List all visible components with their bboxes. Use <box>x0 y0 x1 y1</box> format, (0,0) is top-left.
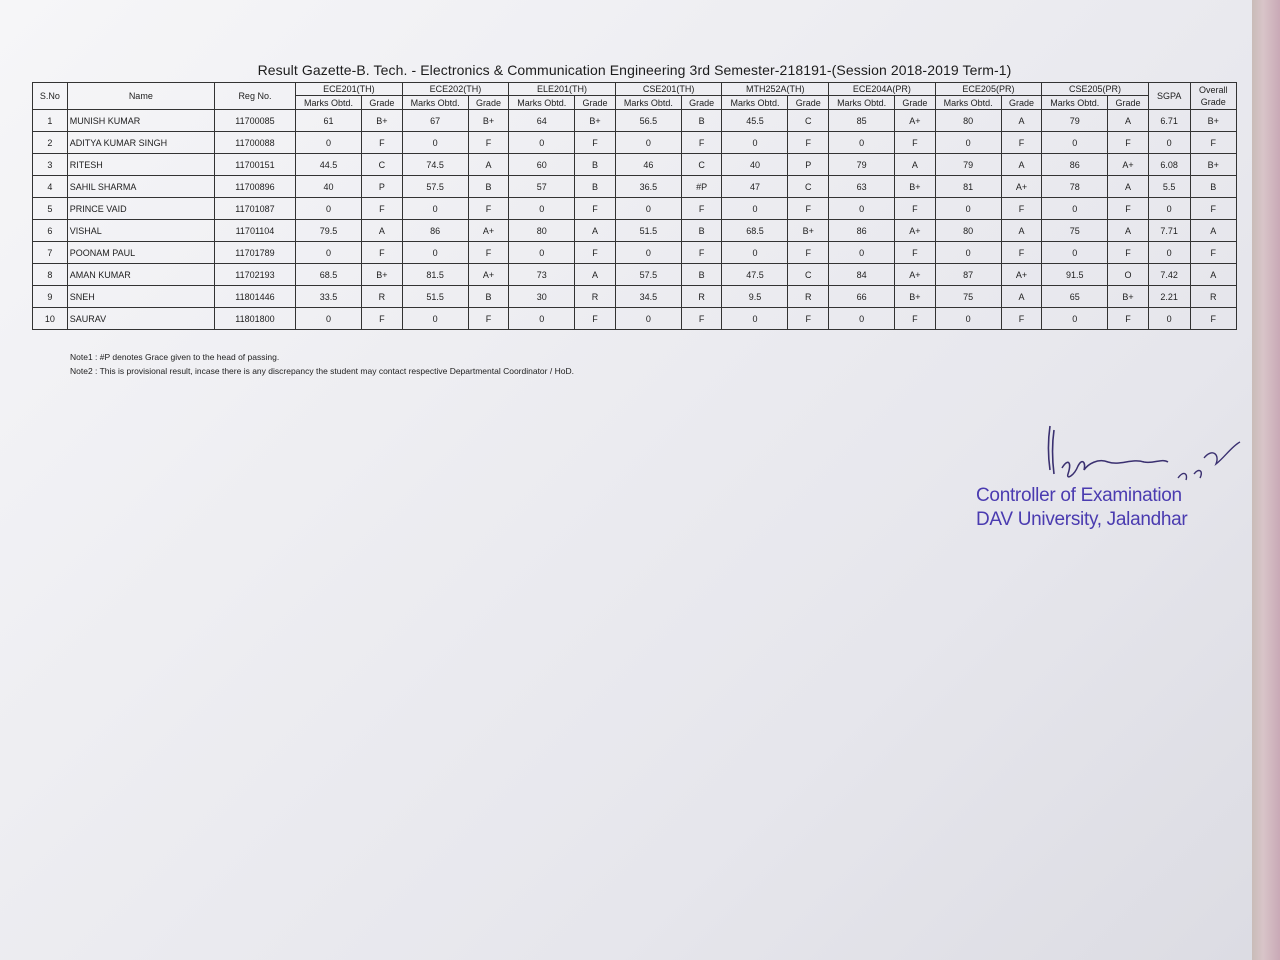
cell-grade: F <box>895 198 936 220</box>
header-subject: ECE205(PR) <box>935 83 1042 96</box>
cell-grade: B+ <box>362 264 403 286</box>
cell-marks: 79.5 <box>296 220 362 242</box>
cell-name: PRINCE VAID <box>67 198 214 220</box>
cell-sno: 4 <box>33 176 68 198</box>
header-overall-grade <box>1190 83 1236 110</box>
cell-grade: F <box>681 198 722 220</box>
cell-marks: 60 <box>509 154 575 176</box>
table-row <box>33 264 1237 286</box>
cell-grade: B+ <box>468 110 509 132</box>
cell-grade: C <box>788 176 829 198</box>
cell-grade: F <box>1001 308 1042 330</box>
cell-marks: 0 <box>509 132 575 154</box>
cell-marks: 44.5 <box>296 154 362 176</box>
cell-marks: 0 <box>1042 132 1108 154</box>
cell-grade: O <box>1108 264 1149 286</box>
cell-marks: 0 <box>935 132 1001 154</box>
cell-reg-no: 11701104 <box>214 220 295 242</box>
cell-marks: 79 <box>829 154 895 176</box>
cell-marks: 0 <box>722 308 788 330</box>
cell-overall-grade: F <box>1190 308 1236 330</box>
cell-marks: 0 <box>402 132 468 154</box>
header-overall-line1: Overall <box>1199 85 1228 95</box>
cell-grade: A+ <box>1108 154 1149 176</box>
cell-marks: 63 <box>829 176 895 198</box>
header-subject: MTH252A(TH) <box>722 83 829 96</box>
cell-grade: F <box>788 132 829 154</box>
cell-grade: A+ <box>1001 264 1042 286</box>
cell-grade: P <box>788 154 829 176</box>
cell-marks: 80 <box>935 220 1001 242</box>
cell-marks: 0 <box>402 198 468 220</box>
header-sno: S.No <box>33 83 68 110</box>
cell-grade: P <box>362 176 403 198</box>
cell-reg-no: 11701087 <box>214 198 295 220</box>
cell-marks: 81 <box>935 176 1001 198</box>
cell-grade: A+ <box>468 220 509 242</box>
cell-grade: F <box>895 308 936 330</box>
cell-grade: F <box>788 198 829 220</box>
cell-grade: C <box>788 110 829 132</box>
cell-grade: B+ <box>788 220 829 242</box>
cell-grade: C <box>362 154 403 176</box>
cell-marks: 0 <box>402 308 468 330</box>
cell-grade: B+ <box>1108 286 1149 308</box>
table-row <box>33 242 1237 264</box>
header-marks-obtd: Marks Obtd. <box>615 96 681 110</box>
header-grade: Grade <box>575 96 616 110</box>
cell-grade: A <box>575 220 616 242</box>
cell-marks: 85 <box>829 110 895 132</box>
cell-marks: 87 <box>935 264 1001 286</box>
cell-marks: 78 <box>1042 176 1108 198</box>
cell-reg-no: 11701789 <box>214 242 295 264</box>
cell-grade: B <box>575 176 616 198</box>
cell-grade: F <box>468 132 509 154</box>
cell-marks: 46 <box>615 154 681 176</box>
header-subject: CSE205(PR) <box>1042 83 1149 96</box>
cell-name: VISHAL <box>67 220 214 242</box>
cell-overall-grade: A <box>1190 220 1236 242</box>
cell-marks: 61 <box>296 110 362 132</box>
cell-marks: 79 <box>1042 110 1108 132</box>
cell-grade: A <box>362 220 403 242</box>
table-row <box>33 176 1237 198</box>
stamp-line-2: DAV University, Jalandhar <box>976 509 1188 530</box>
cell-name: SNEH <box>67 286 214 308</box>
cell-marks: 0 <box>829 198 895 220</box>
cell-marks: 66 <box>829 286 895 308</box>
cell-grade: F <box>468 242 509 264</box>
cell-sno: 2 <box>33 132 68 154</box>
cell-grade: A <box>1001 286 1042 308</box>
header-marks-obtd: Marks Obtd. <box>1042 96 1108 110</box>
table-row <box>33 110 1237 132</box>
cell-grade: A <box>1108 110 1149 132</box>
cell-marks: 64 <box>509 110 575 132</box>
cell-marks: 0 <box>296 308 362 330</box>
cell-marks: 0 <box>1042 242 1108 264</box>
cell-grade: B+ <box>575 110 616 132</box>
cell-marks: 9.5 <box>722 286 788 308</box>
cell-overall-grade: F <box>1190 198 1236 220</box>
cell-marks: 68.5 <box>296 264 362 286</box>
cell-name: MUNISH KUMAR <box>67 110 214 132</box>
cell-sgpa: 2.21 <box>1148 286 1190 308</box>
cell-grade: A <box>468 154 509 176</box>
cell-grade: F <box>362 198 403 220</box>
cell-name: AMAN KUMAR <box>67 264 214 286</box>
cell-marks: 73 <box>509 264 575 286</box>
cell-marks: 0 <box>722 242 788 264</box>
cell-sgpa: 0 <box>1148 198 1190 220</box>
cell-grade: A <box>1001 220 1042 242</box>
cell-sno: 10 <box>33 308 68 330</box>
cell-marks: 80 <box>935 110 1001 132</box>
cell-marks: 33.5 <box>296 286 362 308</box>
cell-marks: 0 <box>402 242 468 264</box>
cell-marks: 0 <box>615 198 681 220</box>
cell-grade: B <box>575 154 616 176</box>
cell-grade: A+ <box>1001 176 1042 198</box>
header-grade: Grade <box>1108 96 1149 110</box>
cell-overall-grade: B+ <box>1190 110 1236 132</box>
cell-sgpa: 5.5 <box>1148 176 1190 198</box>
cell-marks: 56.5 <box>615 110 681 132</box>
cell-grade: B+ <box>895 176 936 198</box>
cell-marks: 86 <box>1042 154 1108 176</box>
cell-grade: F <box>575 198 616 220</box>
cell-overall-grade: F <box>1190 242 1236 264</box>
cell-marks: 57 <box>509 176 575 198</box>
header-grade: Grade <box>895 96 936 110</box>
header-overall-line2: Grade <box>1200 97 1226 107</box>
cell-sgpa: 6.71 <box>1148 110 1190 132</box>
cell-marks: 47.5 <box>722 264 788 286</box>
cell-grade: F <box>1001 198 1042 220</box>
cell-grade: F <box>468 308 509 330</box>
cell-marks: 51.5 <box>402 286 468 308</box>
cell-grade: A <box>1001 154 1042 176</box>
cell-name: RITESH <box>67 154 214 176</box>
cell-marks: 84 <box>829 264 895 286</box>
cell-grade: B <box>468 286 509 308</box>
cell-reg-no: 11700151 <box>214 154 295 176</box>
header-name: Name <box>67 83 214 110</box>
cell-sno: 3 <box>33 154 68 176</box>
cell-grade: F <box>468 198 509 220</box>
cell-marks: 0 <box>615 132 681 154</box>
cell-grade: F <box>362 132 403 154</box>
cell-reg-no: 11700085 <box>214 110 295 132</box>
cell-grade: A <box>1108 176 1149 198</box>
cell-grade: F <box>362 242 403 264</box>
cell-grade: B <box>468 176 509 198</box>
cell-grade: F <box>1108 308 1149 330</box>
cell-marks: 65 <box>1042 286 1108 308</box>
header-subject: ELE201(TH) <box>509 83 616 96</box>
header-grade: Grade <box>362 96 403 110</box>
cell-sgpa: 7.71 <box>1148 220 1190 242</box>
cell-grade: F <box>575 132 616 154</box>
cell-grade: B+ <box>895 286 936 308</box>
cell-marks: 86 <box>402 220 468 242</box>
cell-marks: 47 <box>722 176 788 198</box>
cell-sno: 8 <box>33 264 68 286</box>
cell-grade: R <box>788 286 829 308</box>
cell-name: SAURAV <box>67 308 214 330</box>
cell-sgpa: 0 <box>1148 242 1190 264</box>
cell-marks: 68.5 <box>722 220 788 242</box>
header-subject: ECE201(TH) <box>296 83 403 96</box>
cell-reg-no: 11801800 <box>214 308 295 330</box>
cell-marks: 45.5 <box>722 110 788 132</box>
cell-marks: 0 <box>296 242 362 264</box>
cell-grade: B+ <box>362 110 403 132</box>
header-grade: Grade <box>681 96 722 110</box>
cell-marks: 34.5 <box>615 286 681 308</box>
cell-name: SAHIL SHARMA <box>67 176 214 198</box>
cell-grade: F <box>1108 242 1149 264</box>
cell-grade: F <box>681 242 722 264</box>
cell-grade: F <box>362 308 403 330</box>
cell-overall-grade: F <box>1190 132 1236 154</box>
cell-sno: 9 <box>33 286 68 308</box>
cell-grade: F <box>788 242 829 264</box>
table-row <box>33 132 1237 154</box>
header-marks-obtd: Marks Obtd. <box>829 96 895 110</box>
table-row <box>33 220 1237 242</box>
cell-marks: 0 <box>722 198 788 220</box>
page-title: Result Gazette-B. Tech. - Electronics & Communication Engineering 3rd Semester-218191-(Session 2018-2019 Term-1) <box>257 62 1012 78</box>
table-row <box>33 286 1237 308</box>
table-row <box>33 308 1237 330</box>
cell-grade: F <box>681 132 722 154</box>
header-sgpa: SGPA <box>1148 83 1190 110</box>
cell-grade: F <box>895 132 936 154</box>
header-marks-obtd: Marks Obtd. <box>722 96 788 110</box>
cell-name: ADITYA KUMAR SINGH <box>67 132 214 154</box>
cell-sgpa: 7.42 <box>1148 264 1190 286</box>
cell-marks: 0 <box>1042 198 1108 220</box>
table-row <box>33 154 1237 176</box>
header-grade: Grade <box>1001 96 1042 110</box>
notes <box>70 350 574 378</box>
cell-overall-grade: R <box>1190 286 1236 308</box>
cell-marks: 86 <box>829 220 895 242</box>
cell-overall-grade: B <box>1190 176 1236 198</box>
cell-sno: 5 <box>33 198 68 220</box>
cell-marks: 80 <box>509 220 575 242</box>
cell-marks: 0 <box>829 132 895 154</box>
header-subject: CSE201(TH) <box>615 83 722 96</box>
cell-marks: 0 <box>615 242 681 264</box>
cell-reg-no: 11702193 <box>214 264 295 286</box>
cell-marks: 0 <box>935 198 1001 220</box>
header-grade: Grade <box>468 96 509 110</box>
cell-grade: A+ <box>895 220 936 242</box>
note-1: Note1 : #P denotes Grace given to the head of passing. <box>70 352 280 362</box>
cell-marks: 74.5 <box>402 154 468 176</box>
cell-marks: 0 <box>615 308 681 330</box>
cell-marks: 30 <box>509 286 575 308</box>
cell-reg-no: 11700088 <box>214 132 295 154</box>
cell-marks: 0 <box>509 308 575 330</box>
cell-name: POONAM PAUL <box>67 242 214 264</box>
cell-grade: F <box>1108 132 1149 154</box>
header-subject: ECE204A(PR) <box>829 83 936 96</box>
cell-grade: F <box>1001 242 1042 264</box>
cell-overall-grade: B+ <box>1190 154 1236 176</box>
cell-marks: 51.5 <box>615 220 681 242</box>
cell-marks: 81.5 <box>402 264 468 286</box>
cell-marks: 0 <box>935 308 1001 330</box>
cell-marks: 0 <box>509 198 575 220</box>
cell-grade: R <box>575 286 616 308</box>
cell-overall-grade: A <box>1190 264 1236 286</box>
cell-sgpa: 0 <box>1148 308 1190 330</box>
cell-marks: 0 <box>296 198 362 220</box>
cell-sgpa: 6.08 <box>1148 154 1190 176</box>
cell-grade: A+ <box>895 110 936 132</box>
cell-marks: 79 <box>935 154 1001 176</box>
header-grade: Grade <box>788 96 829 110</box>
cell-sno: 7 <box>33 242 68 264</box>
note-2: Note2 : This is provisional result, incase there is any discrepancy the student may contact respective Departmental Coordinator / HoD. <box>70 366 574 376</box>
cell-marks: 0 <box>1042 308 1108 330</box>
cell-grade: A <box>1108 220 1149 242</box>
header-marks-obtd: Marks Obtd. <box>296 96 362 110</box>
header-marks-obtd: Marks Obtd. <box>402 96 468 110</box>
stamp-line-1: Controller of Examination <box>976 485 1182 506</box>
header-subject: ECE202(TH) <box>402 83 509 96</box>
cell-grade: R <box>362 286 403 308</box>
cell-marks: 40 <box>722 154 788 176</box>
cell-reg-no: 11700896 <box>214 176 295 198</box>
cell-grade: B <box>681 264 722 286</box>
cell-grade: R <box>681 286 722 308</box>
header-marks-obtd: Marks Obtd. <box>935 96 1001 110</box>
cell-grade: F <box>895 242 936 264</box>
cell-grade: A+ <box>895 264 936 286</box>
cell-grade: A <box>1001 110 1042 132</box>
cell-marks: 67 <box>402 110 468 132</box>
cell-grade: F <box>575 308 616 330</box>
cell-grade: B <box>681 110 722 132</box>
cell-marks: 0 <box>935 242 1001 264</box>
cell-grade: F <box>575 242 616 264</box>
cell-grade: A <box>895 154 936 176</box>
cell-marks: 75 <box>935 286 1001 308</box>
cell-grade: A+ <box>468 264 509 286</box>
cell-marks: 57.5 <box>615 264 681 286</box>
cell-marks: 0 <box>722 132 788 154</box>
cell-grade: C <box>681 154 722 176</box>
cell-sgpa: 0 <box>1148 132 1190 154</box>
cell-grade: F <box>1001 132 1042 154</box>
cell-reg-no: 11801446 <box>214 286 295 308</box>
cell-marks: 91.5 <box>1042 264 1108 286</box>
cell-grade: C <box>788 264 829 286</box>
header-marks-obtd: Marks Obtd. <box>509 96 575 110</box>
cell-grade: #P <box>681 176 722 198</box>
cell-grade: F <box>788 308 829 330</box>
cell-sno: 6 <box>33 220 68 242</box>
cell-grade: A <box>575 264 616 286</box>
cell-sno: 1 <box>33 110 68 132</box>
cell-marks: 0 <box>829 308 895 330</box>
cell-marks: 0 <box>296 132 362 154</box>
cell-marks: 36.5 <box>615 176 681 198</box>
header-reg-no: Reg No. <box>214 83 295 110</box>
cell-marks: 75 <box>1042 220 1108 242</box>
cell-grade: B <box>681 220 722 242</box>
cell-marks: 0 <box>829 242 895 264</box>
result-table <box>32 82 1237 330</box>
office-stamp <box>976 484 1187 532</box>
cell-grade: F <box>681 308 722 330</box>
cell-grade: F <box>1108 198 1149 220</box>
cell-marks: 40 <box>296 176 362 198</box>
cell-marks: 57.5 <box>402 176 468 198</box>
cell-marks: 0 <box>509 242 575 264</box>
table-row <box>33 198 1237 220</box>
